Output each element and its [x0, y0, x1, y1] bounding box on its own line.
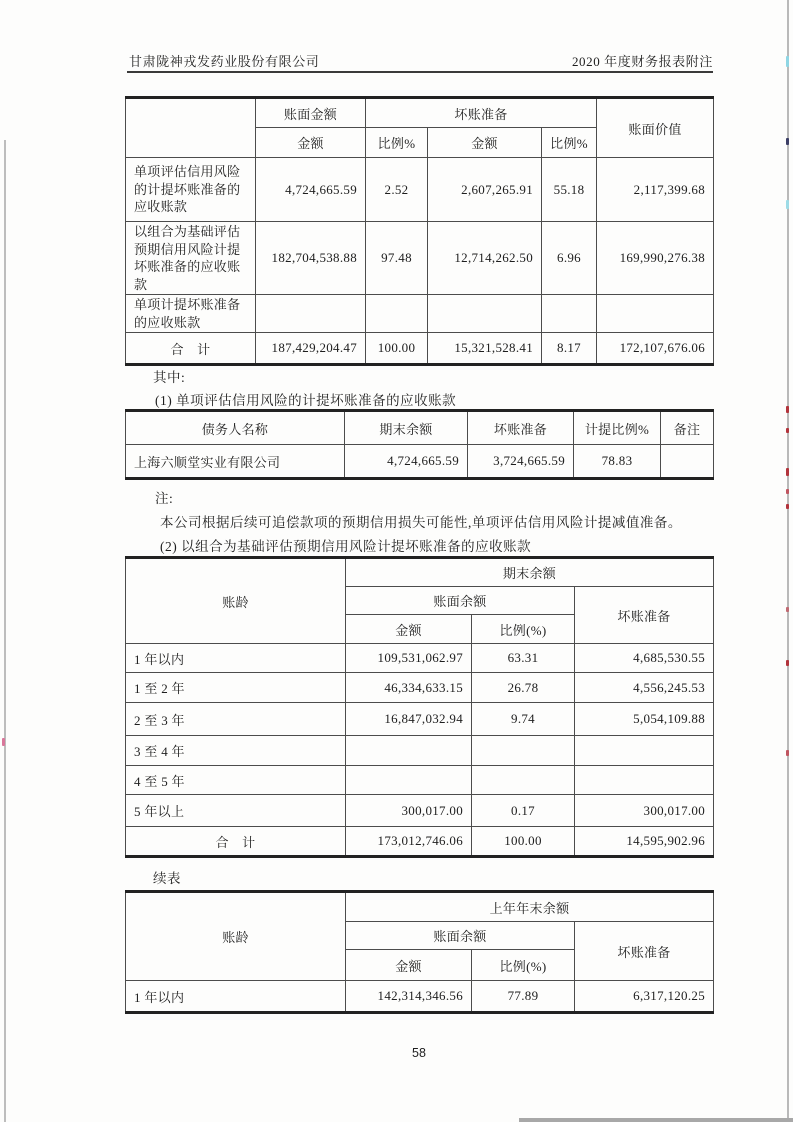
table-header-row — [126, 98, 714, 128]
age-cell: 2 至 3 年 — [126, 703, 346, 736]
table-row — [126, 222, 714, 295]
ratio-cell: 26.78 — [472, 673, 575, 703]
bad-amount-cell: 12,714,262.50 — [428, 222, 542, 295]
ratio-cell — [366, 295, 428, 333]
scan-mark — [786, 406, 789, 413]
bad-debt-cell: 4,685,530.55 — [575, 644, 714, 673]
bad-amount-cell — [428, 295, 542, 333]
ratio-header: 比例(%) — [472, 615, 575, 644]
prior-balance-header: 上年年末余额 — [346, 892, 714, 922]
ratio-cell: 100.00 — [366, 333, 428, 365]
debtor-cell: 上海六顺堂实业有限公司 — [126, 445, 345, 479]
ratio-cell: 0.17 — [472, 795, 575, 827]
amount-cell: 142,314,346.56 — [346, 981, 472, 1013]
total-row — [126, 333, 714, 365]
table-row — [126, 644, 714, 673]
bad-amount-cell: 2,607,265.91 — [428, 158, 542, 222]
amount-cell: 173,012,746.06 — [346, 827, 472, 857]
book-value-cell: 169,990,276.38 — [597, 222, 714, 295]
bad-debt-header: 坏账准备 — [575, 922, 714, 981]
bad-debt-cell: 6,317,120.25 — [575, 981, 714, 1013]
scan-mark — [2, 738, 5, 746]
amount-cell: 109,531,062.97 — [346, 644, 472, 673]
receivables-impairment-table — [125, 96, 714, 366]
bad-debt-header: 坏账准备 — [575, 587, 714, 644]
amount-cell: 187,429,204.47 — [256, 333, 366, 365]
ratio-cell — [472, 736, 575, 766]
bad-ratio-cell: 55.18 — [542, 158, 597, 222]
age-header: 账龄 — [126, 558, 346, 644]
book-balance-header: 账面余额 — [346, 922, 575, 950]
table-header-row — [126, 892, 714, 922]
ratio-cell: 78.83 — [574, 445, 661, 479]
table-header-row — [126, 411, 714, 445]
table-row — [126, 766, 714, 795]
ratio-cell: 63.31 — [472, 644, 575, 673]
bad-amount-cell: 15,321,528.41 — [428, 333, 542, 365]
balance-header: 期末余额 — [345, 411, 468, 445]
bad-debt-cell — [575, 766, 714, 795]
scan-mark — [786, 489, 789, 494]
amount-header: 金额 — [346, 950, 472, 981]
category-cell: 单项计提坏账准备的应收账款 — [126, 295, 256, 333]
scan-mark — [786, 504, 789, 509]
note-text: 本公司根据后续可追偿款项的预期信用损失可能性,单项评估信用风险计提减值准备。 — [160, 515, 682, 530]
category-header-cell — [126, 98, 256, 158]
age-cell: 3 至 4 年 — [126, 736, 346, 766]
amount-header: 金额 — [428, 128, 542, 158]
ratio-header: 计提比例% — [574, 411, 661, 445]
among-label: 其中: — [153, 370, 186, 385]
ratio-cell: 77.89 — [472, 981, 575, 1013]
scan-mark — [786, 138, 789, 145]
continued-label: 续表 — [153, 871, 181, 886]
amount-cell — [346, 736, 472, 766]
ratio-cell: 100.00 — [472, 827, 575, 857]
amount-cell: 16,847,032.94 — [346, 703, 472, 736]
scan-mark — [786, 750, 789, 756]
scan-mark — [786, 607, 789, 612]
table-row — [126, 673, 714, 703]
table-row — [126, 445, 714, 479]
ratio-cell — [472, 766, 575, 795]
ratio-header: 比例(%) — [472, 950, 575, 981]
amount-cell: 4,724,665.59 — [256, 158, 366, 222]
aging-prior-year-table — [125, 890, 714, 1014]
table-row — [126, 981, 714, 1013]
aging-period-end-table — [125, 556, 714, 858]
book-amount-header: 账面金额 — [256, 98, 366, 128]
item2-title: (2) 以组合为基础评估预期信用风险计提坏账准备的应收账款 — [160, 539, 532, 554]
ratio-cell: 2.52 — [366, 158, 428, 222]
left-scan-edge-line — [4, 140, 6, 1122]
age-cell: 5 年以上 — [126, 795, 346, 827]
bad-debt-cell: 14,595,902.96 — [575, 827, 714, 857]
remark-cell — [661, 445, 714, 479]
age-cell: 1 年以内 — [126, 644, 346, 673]
ratio-cell: 9.74 — [472, 703, 575, 736]
category-cell: 以组合为基础评估预期信用风险计提坏账准备的应收账款 — [126, 222, 256, 295]
company-name: 甘肃陇神戎发药业股份有限公司 — [129, 54, 320, 69]
individual-debtor-table — [125, 409, 714, 480]
bad-debt-cell: 5,054,109.88 — [575, 703, 714, 736]
table-row — [126, 795, 714, 827]
book-value-cell: 172,107,676.06 — [597, 333, 714, 365]
age-cell: 4 至 5 年 — [126, 766, 346, 795]
balance-cell: 4,724,665.59 — [345, 445, 468, 479]
age-cell: 1 年以内 — [126, 981, 346, 1013]
bad-ratio-cell: 6.96 — [542, 222, 597, 295]
bad-debt-cell: 3,724,665.59 — [468, 445, 574, 479]
amount-cell: 46,334,633.15 — [346, 673, 472, 703]
scan-mark — [786, 200, 789, 209]
total-row — [126, 827, 714, 857]
amount-cell: 182,704,538.88 — [256, 222, 366, 295]
scan-mark — [786, 468, 789, 476]
category-cell: 单项评估信用风险的计提坏账准备的应收账款 — [126, 158, 256, 222]
period-balance-header: 期末余额 — [346, 558, 714, 587]
book-value-cell: 2,117,399.68 — [597, 158, 714, 222]
amount-cell: 300,017.00 — [346, 795, 472, 827]
ratio-header: 比例% — [542, 128, 597, 158]
age-header: 账龄 — [126, 892, 346, 981]
scan-mark — [786, 428, 789, 433]
note-label: 注: — [155, 491, 174, 506]
table-row — [126, 703, 714, 736]
ratio-cell: 97.48 — [366, 222, 428, 295]
scan-mark — [786, 660, 789, 666]
doc-title: 2020 年度财务报表附注 — [571, 54, 713, 69]
amount-cell — [256, 295, 366, 333]
book-value-cell — [597, 295, 714, 333]
total-label-cell: 合 计 — [126, 827, 346, 857]
amount-header: 金额 — [256, 128, 366, 158]
remark-header: 备注 — [661, 411, 714, 445]
bad-debt-cell: 4,556,245.53 — [575, 673, 714, 703]
page-header — [129, 51, 713, 70]
bad-debt-cell: 300,017.00 — [575, 795, 714, 827]
item1-title: (1) 单项评估信用风险的计提坏账准备的应收账款 — [155, 393, 457, 408]
bottom-scan-shadow — [519, 1118, 793, 1122]
table-header-row — [126, 558, 714, 587]
table-row — [126, 295, 714, 333]
bad-debt-cell — [575, 736, 714, 766]
book-value-header: 账面价值 — [597, 98, 714, 158]
table-row — [126, 158, 714, 222]
table-row — [126, 736, 714, 766]
bad-ratio-cell — [542, 295, 597, 333]
book-balance-header: 账面余额 — [346, 587, 575, 615]
total-label-cell: 合 计 — [126, 333, 256, 365]
header-rule — [127, 71, 713, 73]
age-cell: 1 至 2 年 — [126, 673, 346, 703]
debtor-header: 债务人名称 — [126, 411, 345, 445]
bad-debt-header: 坏账准备 — [468, 411, 574, 445]
amount-cell — [346, 766, 472, 795]
ratio-header: 比例% — [366, 128, 428, 158]
bad-ratio-cell: 8.17 — [542, 333, 597, 365]
scan-mark — [786, 56, 789, 67]
amount-header: 金额 — [346, 615, 472, 644]
right-scan-edge-line — [787, 0, 789, 1122]
page-number: 58 — [412, 1046, 426, 1060]
bad-debt-header: 坏账准备 — [366, 98, 597, 128]
